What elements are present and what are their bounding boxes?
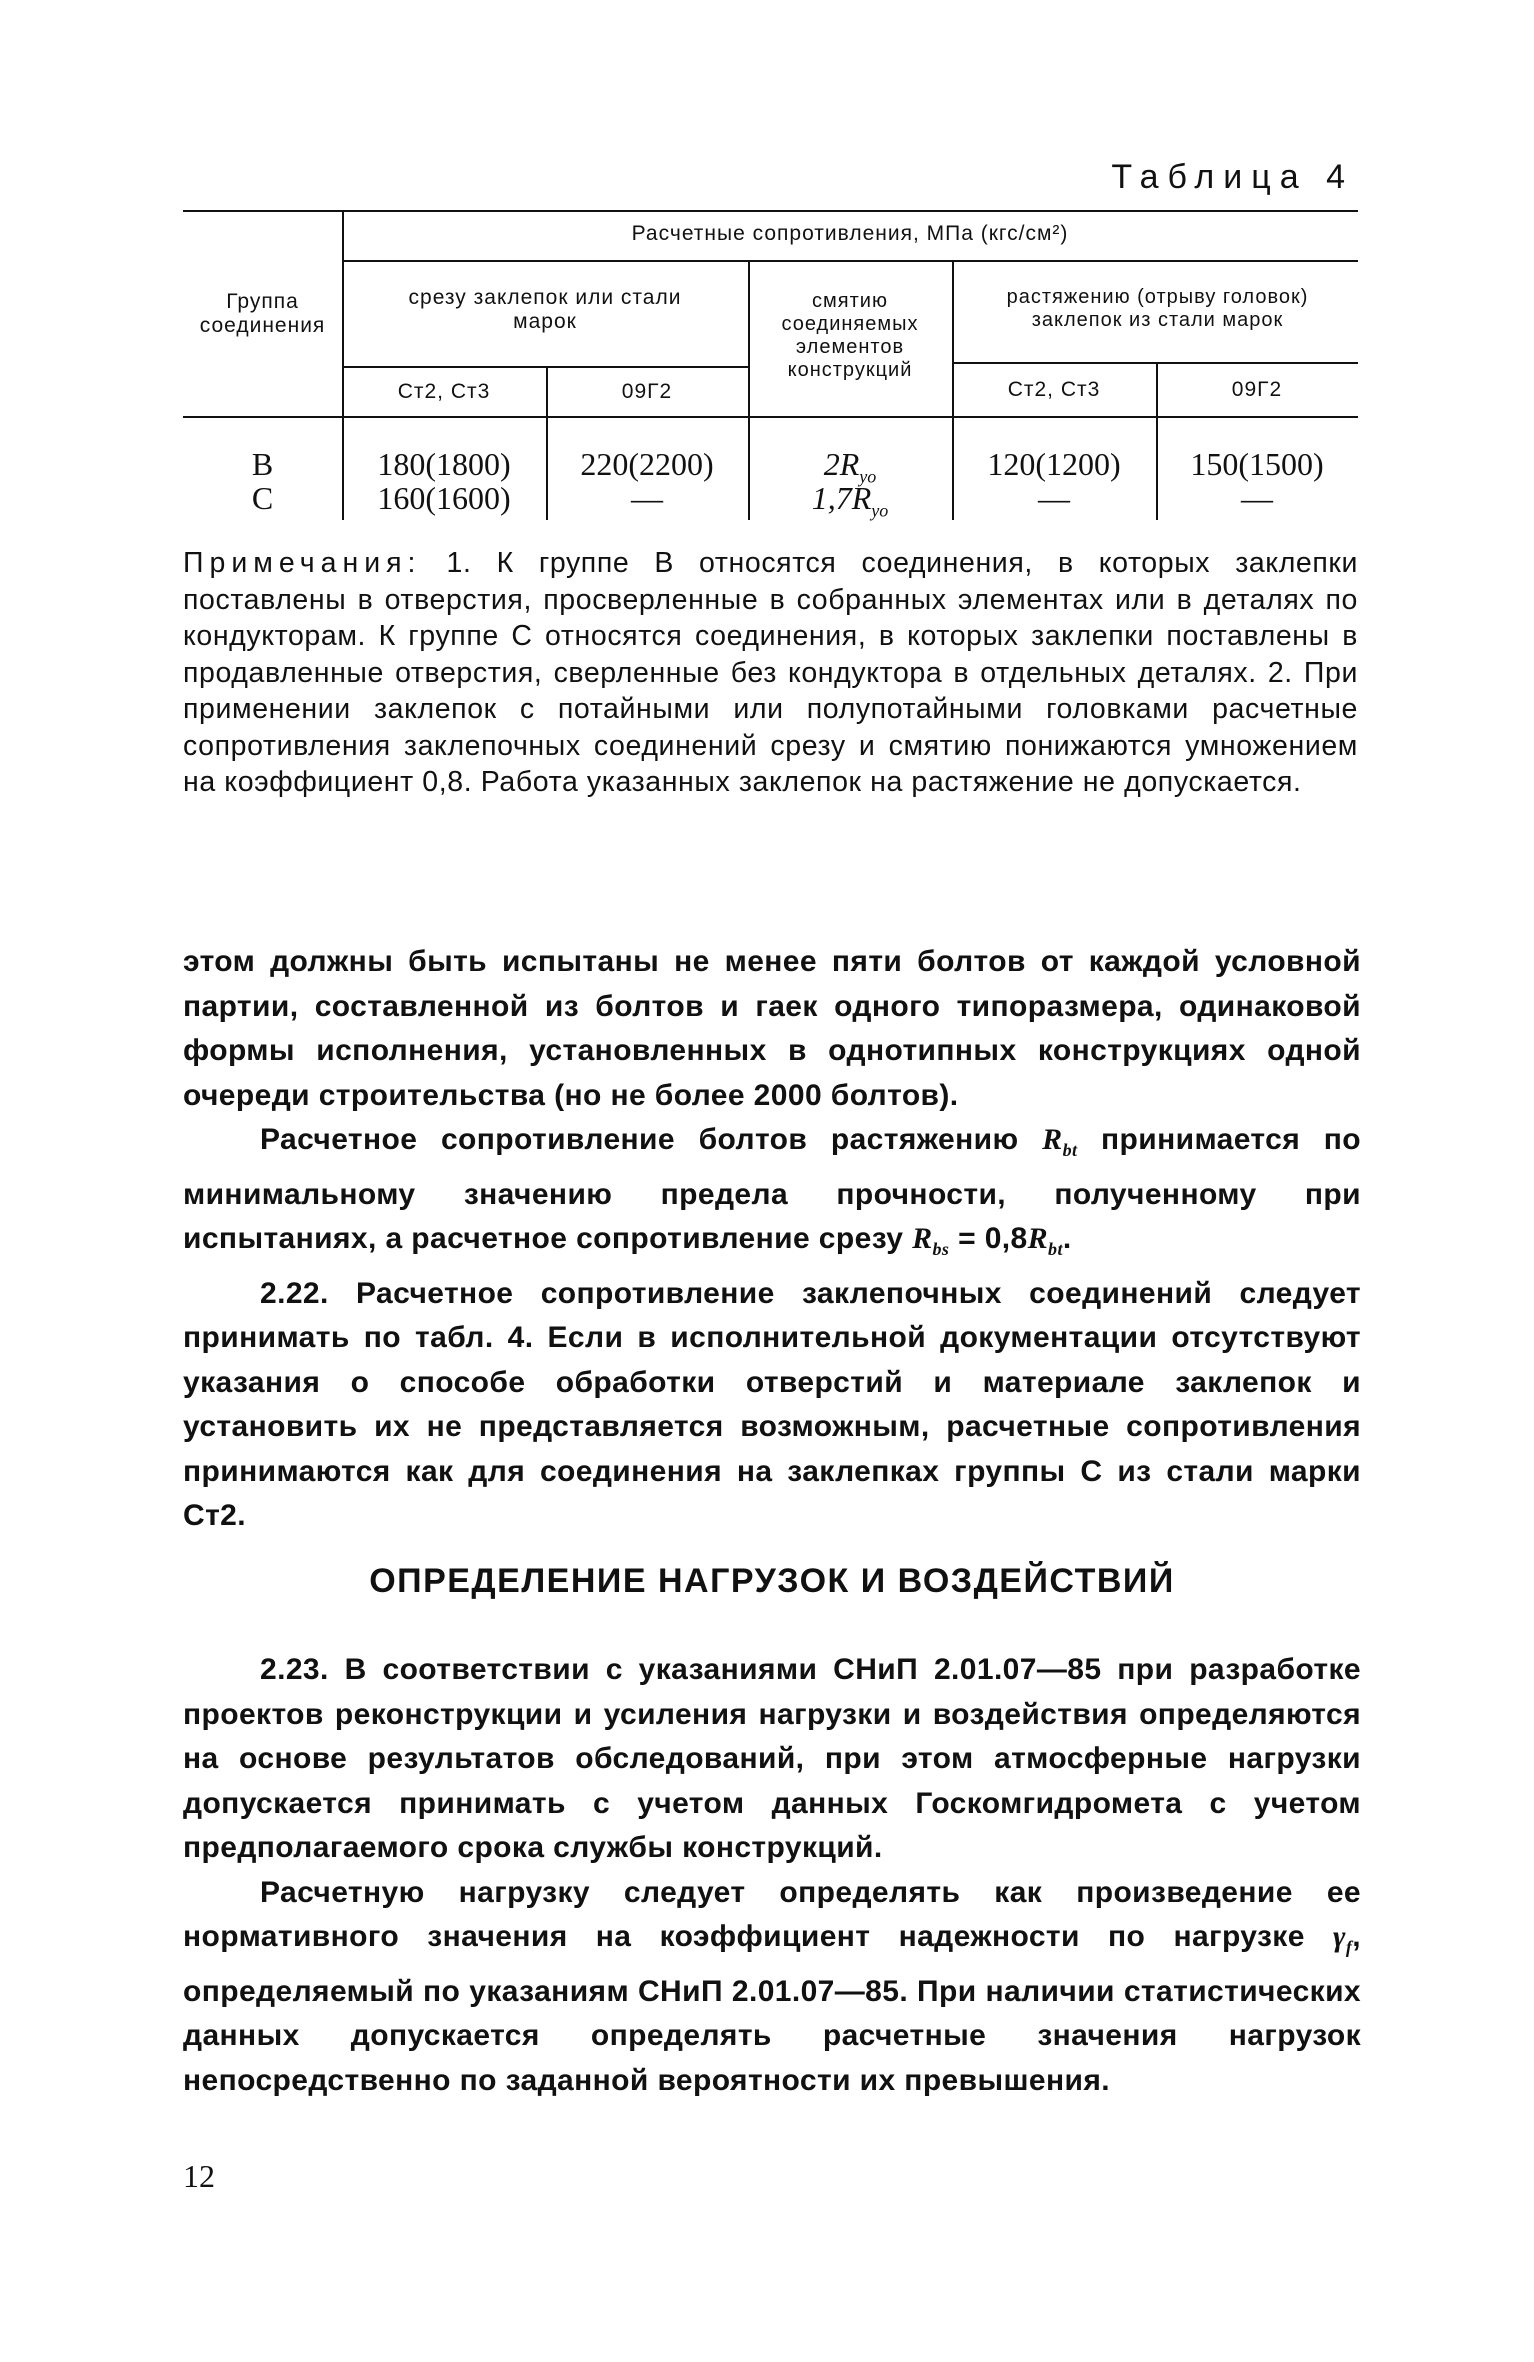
resistance-header: Расчетные сопротивления, МПа (кгс/см²) [631, 222, 1069, 245]
bearing-header: смятию соединяемых элементов конструкций [781, 290, 919, 381]
header-rule-2a [342, 366, 748, 368]
row-b-tension-steel: 120(1200) [987, 446, 1121, 482]
row-c-group: C [251, 480, 274, 516]
table-top-rule [183, 210, 1358, 212]
row-c-shear-09g2: — [631, 480, 663, 516]
group-header: Группа соединения [199, 290, 326, 338]
paragraph-design-load: Расчетную нагрузку следует определять как произведение ее нормативного значения на коэффициент надежности по нагрузке $\gamma_f$, определяемый по указаниям СНиП 2.01.07—85. При наличии статистических данных допускается определять расчетные значения нагрузок непосредственно по заданной вероятности их превышения. [183, 1875, 1361, 2097]
paragraph-bolt-resistance: Расчетное сопротивление болтов растяжению $R_{bt}$ принимается по минимальному значению предела прочности, полученному при испытаниях, а расчетное сопротивление срезу $R_{bs} = 0,8R_{bt}$. [183, 1123, 1361, 1259]
row-b-shear-steel: 180(1800) [377, 446, 511, 482]
row-c-shear-steel: 160(1600) [377, 480, 511, 516]
main-text-block-2 [183, 1648, 1361, 2103]
table-caption: Таблица 4 [1111, 158, 1354, 196]
tension-header: растяжению (отрыву головок) заклепок из стали марок [1006, 286, 1309, 331]
section-heading: ОПРЕДЕЛЕНИЕ НАГРУЗОК И ВОЗДЕЙСТВИЙ [369, 1562, 1175, 1600]
paragraph-2-23: 2.23. В соответствии с указаниями СНиП 2.01.07—85 при разработке проектов реконструкции и усиления нагрузки и воздействия определяются на основе результатов обследований, при этом атмосферные нагрузки допускается принимать с учетом данных Госкомгидромета с учетом предполагаемого срока службы конструкций. [183, 1653, 1361, 1864]
row-c-tension-steel: — [1038, 480, 1070, 516]
paragraph-2-22: 2.22. Расчетное сопротивление заклепочных соединений следует принимать по табл. 4. Если в исполнительной документации отсутствуют указания о способе обработки отверстий и материале заклепок и установить их не представляется возможным, расчетные сопротивления принимаются как для соединения на заклепках группы С из стали марки Ст2. [183, 1276, 1361, 1532]
shear-09g2-header: 09Г2 [621, 380, 673, 403]
shear-steel-header: Ст2, Ст3 [397, 380, 491, 403]
clause-number: 2.23. [260, 1653, 329, 1686]
row-c-bearing: $1,7R_{yo}$ [811, 480, 889, 521]
shear-header: срезу заклепок или стали марок [408, 286, 682, 334]
table-notes [183, 545, 1358, 801]
tension-09g2-header: 09Г2 [1231, 378, 1283, 401]
header-rule-1 [342, 260, 1358, 262]
row-b-bearing: $2R_{yo}$ [823, 446, 877, 487]
tension-steel-header: Ст2, Ст3 [1007, 378, 1101, 401]
row-c-tension-09g2: — [1241, 480, 1273, 516]
notes-label: Примечания: [183, 547, 422, 579]
row-b-shear-09g2: 220(2200) [580, 446, 714, 482]
header-bottom-rule [183, 416, 1358, 418]
paragraph-continuation: этом должны быть испытаны не менее пяти болтов от каждой условной партии, составленной из болтов и гаек одного типоразмера, одинаковой формы исполнения, установленных в однотипных конструкциях одной очереди строительства (но не более 2000 болтов). [183, 945, 1361, 1112]
page-number: 12 [183, 2158, 215, 2194]
clause-number: 2.22. [260, 1276, 329, 1310]
row-b-group: B [251, 446, 274, 482]
notes-text: 1. К группе В относятся соединения, в которых заклепки поставлены в отверстия, просверленные в собранных элементах или в деталях по кондукторам. К группе С относятся соединения, в которых заклепки поставлены в продавленные отверстия, сверленные без кондуктора в отдельных деталях. 2. При применении заклепок с потайными или полупотайными головками расчетные сопротивления заклепочных соединений срезу и смятию понижаются умножением на коэффициент 0,8. Работа указанных заклепок на растяжение не допускается. [183, 547, 1358, 798]
header-rule-2b [952, 362, 1358, 364]
row-b-tension-09g2: 150(1500) [1190, 446, 1324, 482]
main-text-block [183, 940, 1361, 1539]
